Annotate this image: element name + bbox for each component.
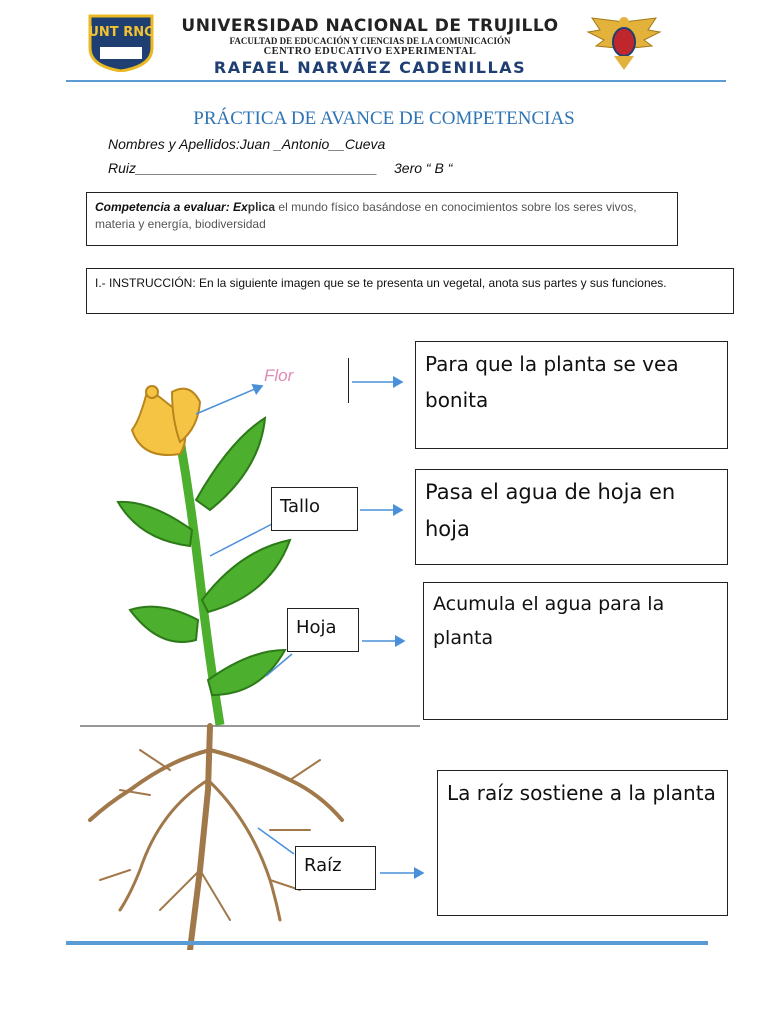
answer-flor-text: Para que la planta se vea bonita [425, 352, 679, 412]
answer-box-hoja[interactable] [423, 582, 728, 720]
eagle-crest-logo [582, 14, 666, 72]
answer-raiz-text: La raíz sostiene a la planta [447, 781, 716, 805]
roots-drawing [90, 726, 342, 950]
answer-box-tallo[interactable] [415, 469, 728, 565]
competency-label: Competencia a evaluar: Ex [95, 200, 248, 214]
school-name: RAFAEL NARVÁEZ CADENILLAS [213, 58, 527, 77]
student-grade: 3ero “ B “ [394, 160, 453, 176]
logo-text-unt: UNT RNC [88, 25, 154, 40]
label-box-raiz[interactable] [295, 846, 376, 890]
faculty-name: FACULTAD DE EDUCACIÓN Y CIENCIAS DE LA COMUNICACIÓN [229, 36, 511, 46]
answer-box-raiz[interactable] [437, 770, 728, 916]
student-name-line-2: Ruiz_______________________________ [108, 160, 378, 176]
competency-box [86, 192, 678, 246]
student-name-line-1: Nombres y Apellidos:Juan _Antonio__Cueva [108, 136, 386, 152]
center-name: CENTRO EDUCATIVO EXPERIMENTAL [263, 46, 477, 57]
text-cursor-bar [348, 358, 349, 403]
university-name: UNIVERSIDAD NACIONAL DE TRUJILLO [181, 16, 559, 36]
answer-box-flor[interactable] [415, 341, 728, 449]
competency-text: el mundo físico basándose en conocimientos sobre los seres vivos, materia y energía, biodiversidad [95, 200, 637, 231]
leaves-drawing [118, 418, 290, 695]
document-title: PRÁCTICA DE AVANCE DE COMPETENCIAS [193, 108, 575, 129]
university-shield-logo [86, 14, 156, 72]
answer-hoja-text: Acumula el agua para la planta [433, 593, 665, 649]
label-box-hoja[interactable] [287, 608, 359, 652]
answer-tallo-text: Pasa el agua de hoja en hoja [425, 480, 676, 541]
instruction-box [86, 268, 734, 314]
footer-divider [66, 941, 708, 945]
header-divider [66, 80, 726, 82]
label-raiz-text: Raíz [304, 855, 342, 876]
instruction-text: I.- INSTRUCCIÓN: En la siguiente imagen que se te presenta un vegetal, anota sus partes y sus funciones. [95, 276, 667, 290]
flower-label: Flor [264, 366, 294, 385]
flower-drawing [132, 386, 200, 455]
label-box-tallo[interactable] [271, 487, 358, 531]
competency-label-highlight: plica [247, 200, 276, 214]
label-tallo-text: Tallo [280, 496, 321, 517]
label-hoja-text: Hoja [296, 617, 337, 638]
